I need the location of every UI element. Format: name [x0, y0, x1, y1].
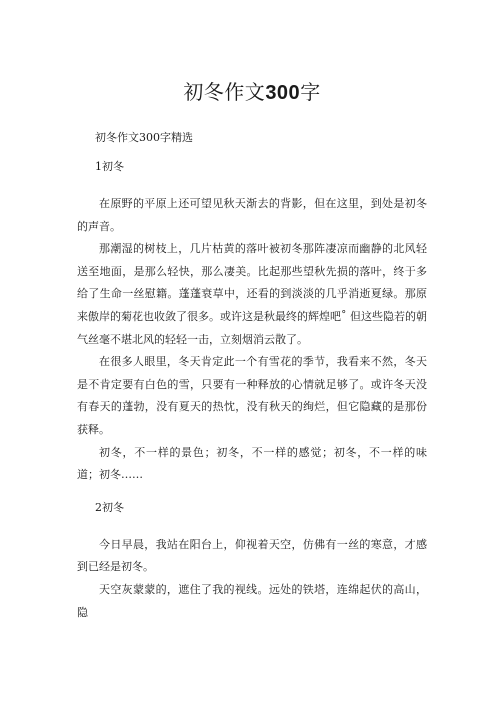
section-heading-1: 1初冬	[95, 160, 124, 173]
section-heading-2: 2初冬	[95, 500, 124, 514]
title-text: 初冬作文	[183, 80, 266, 104]
document-title	[77, 80, 427, 105]
title-suffix: 字	[300, 80, 321, 104]
paragraph: 初冬，不一样的景色；初冬，不一样的感觉；初冬，不一样的味道；初冬……	[77, 445, 427, 482]
paragraph: 在原野的平原上还可望见秋天渐去的背影，但在这里，到处是初冬的声音。	[77, 197, 427, 233]
paragraph: 在很多人眼里，冬天肯定此一个有雪花的季节，我看来不然，冬天是不肯定要有白色的雪，只要有一种释放的心情就足够了。或许冬天没有春天的蓬勃，没有夏天的热忱，没有秋天的绚烂，但它隐藏的是那份获释。	[77, 355, 427, 436]
paragraph: 那潮湿的树枝上，几片枯黄的落叶被初冬那阵凄凉而幽静的北风轻送至地面，是那么轻快，那么凄美。比起那些望秋先损的落叶，终于多给了生命一丝慰籍。蓬蓬衰草中，还看的到淡淡的几乎消逝夏绿。那原来傲岸的菊花也收敛了很多。或许这是秋最终的辉煌吧˚ 但这些隐若的朝气丝毫不堪北风的轻轻一击，立刻烟消云散了。	[77, 242, 427, 346]
title-number: 300	[265, 82, 301, 104]
paragraph: 今日早晨，我站在阳台上，仰视着天空，仿佛有一丝的寒意，才感到已经是初冬。	[77, 537, 427, 574]
document-subtitle: 初冬作文300字精选	[95, 131, 193, 144]
paragraph: 天空灰蒙蒙的，遮住了我的视线。远处的铁塔，连绵起伏的高山，隐	[77, 582, 427, 619]
